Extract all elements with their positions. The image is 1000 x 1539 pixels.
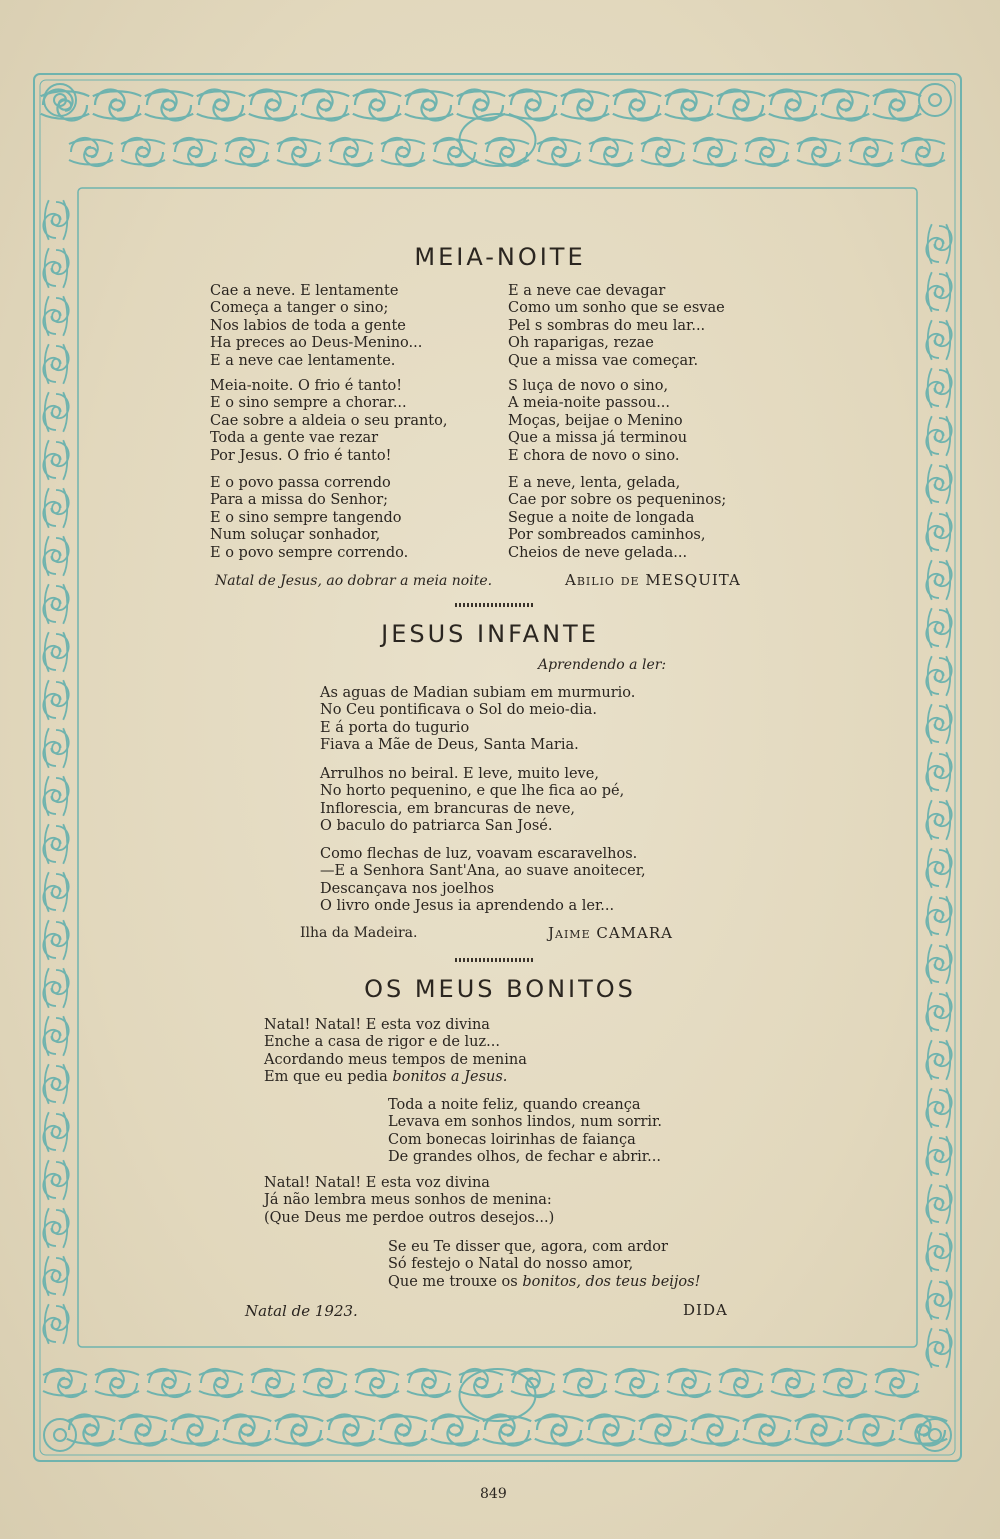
verse-line: Arrulhos no beiral. E leve, muito leve, — [320, 766, 599, 782]
poem-title-jesus-infante: JESUS INFANTE — [381, 620, 599, 648]
poem1-right-stanza-1 — [508, 283, 725, 370]
verse-italic: bonitos a Jesus. — [392, 1069, 508, 1086]
verse-line: —E a Senhora Sant'Ana, ao suave anoitecer, — [320, 863, 646, 880]
verse-line: Toda a noite feliz, quando creança — [388, 1097, 641, 1113]
verse-line: Começa a tanger o sino; — [210, 300, 389, 317]
verse-line: (Que Deus me perdoe outros desejos...) — [264, 1209, 555, 1226]
verse-text: Em que eu pedia — [264, 1069, 393, 1086]
verse-line: Toda a gente vae rezar — [210, 430, 379, 447]
verse-line: E o sino sempre tangendo — [210, 509, 402, 526]
poem1-left-stanza-2 — [210, 378, 447, 465]
verse-line: O baculo do patriarca San José. — [320, 818, 553, 835]
verse-line: Enche a casa de rigor e de luz... — [264, 1034, 500, 1051]
verse-line: Descançava nos joelhos — [320, 880, 495, 897]
verse-line: Que a missa já terminou — [508, 430, 688, 447]
verse-line: Moças, beijae o Menino — [508, 412, 683, 429]
poem1-left-stanza-1 — [210, 283, 422, 370]
poem-title-meia-noite: MEIA-NOITE — [414, 243, 586, 271]
verse-line: Num soluçar sonhador, — [210, 527, 381, 544]
verse-line: Com bonecas loirinhas de faiança — [388, 1131, 636, 1148]
verse-line: Se eu Te disser que, agora, com ardor — [388, 1239, 668, 1255]
poem3-author: DIDA — [683, 1301, 728, 1319]
verse-line: Natal! Natal! E esta voz divina — [264, 1017, 490, 1033]
verse-line: E a neve cae lentamente. — [210, 352, 396, 369]
verse-line — [388, 1274, 700, 1291]
verse-line: Cae sobre a aldeia o seu pranto, — [210, 412, 448, 429]
poem3-stanza-4 — [388, 1239, 700, 1291]
poem1-author: Abilio de MESQUITA — [565, 571, 741, 589]
verse-line: S luça de novo o sino, — [508, 378, 669, 394]
poem2-author: Jaime CAMARA — [548, 924, 673, 942]
verse-line: Nos labios de toda a gente — [210, 317, 406, 334]
verse-line: Meia-noite. O frio é tanto! — [210, 378, 403, 394]
verse-line: Só festejo o Natal do nosso amor, — [388, 1256, 634, 1273]
poem2-stanza-2 — [320, 766, 624, 836]
verse-line: De grandes olhos, de fechar e abrir... — [388, 1149, 661, 1166]
poem1-left-stanza-3 — [210, 475, 408, 562]
verse-line: No horto pequenino, e que lhe fica ao pé, — [320, 783, 625, 800]
separator — [455, 958, 533, 962]
verse-line: Acordando meus tempos de menina — [264, 1051, 527, 1068]
verse-line: E o povo sempre correndo. — [210, 544, 409, 561]
verse-line: E o povo passa correndo — [210, 475, 391, 491]
poem1-right-stanza-3 — [508, 475, 726, 562]
poem2-place: Ilha da Madeira. — [300, 925, 418, 941]
poem3-stanza-2 — [388, 1097, 662, 1167]
verse-line: Levava em sonhos lindos, num sorrir. — [388, 1114, 662, 1131]
verse-line: Como flechas de luz, voavam escaravelhos. — [320, 846, 638, 862]
poem3-stanza-3 — [264, 1175, 554, 1227]
verse-line: Cae a neve. E lentamente — [210, 283, 399, 299]
verse-line: Como um sonho que se esvae — [508, 300, 725, 317]
verse-line: Fiava a Mãe de Deus, Santa Maria. — [320, 737, 579, 754]
poem3-stanza-1 — [264, 1017, 527, 1087]
poem1-place: Natal de Jesus, ao dobrar a meia noite. — [215, 573, 493, 589]
poem2-stanza-1 — [320, 685, 635, 755]
verse-line: Que a missa vae começar. — [508, 352, 699, 369]
verse-line: E a neve cae devagar — [508, 283, 666, 299]
verse-line: Para a missa do Senhor; — [210, 492, 389, 509]
verse-line: Por sombreados caminhos, — [508, 527, 706, 544]
verse-line: E chora de novo o sino. — [508, 447, 680, 464]
verse-line: E o sino sempre a chorar... — [210, 395, 407, 412]
verse-line: Oh raparigas, rezae — [508, 335, 654, 352]
verse-line: Cheios de neve gelada... — [508, 544, 688, 561]
verse-line: E á porta do tugurio — [320, 719, 470, 736]
poem-title-os-meus-bonitos: OS MEUS BONITOS — [364, 975, 636, 1003]
verse-line: O livro onde Jesus ia aprendendo a ler... — [320, 898, 615, 915]
poem2-stanza-3 — [320, 846, 646, 916]
poem3-place: Natal de 1923. — [245, 1302, 358, 1320]
verse-line: Inflorescia, em brancuras de neve, — [320, 800, 576, 817]
separator — [455, 603, 533, 607]
verse-italic: bonitos, dos teus beijos! — [522, 1273, 701, 1290]
verse-line: Segue a noite de longada — [508, 509, 695, 526]
verse-line — [264, 1069, 527, 1086]
verse-line: Já não lembra meus sonhos de menina: — [264, 1192, 552, 1209]
page-number: 849 — [480, 1486, 507, 1502]
verse-line: Ha preces ao Deus-Menino... — [210, 335, 423, 352]
verse-line: No Ceu pontificava o Sol do meio-dia. — [320, 702, 597, 719]
verse-line: As aguas de Madian subiam em murmurio. — [320, 685, 636, 701]
verse-line: A meia-noite passou... — [508, 395, 671, 412]
verse-line: Por Jesus. O frio é tanto! — [210, 447, 392, 464]
verse-line: Cae por sobre os pequeninos; — [508, 492, 727, 509]
verse-text: Que me trouxe os — [388, 1273, 523, 1290]
verse-line: E a neve, lenta, gelada, — [508, 475, 681, 491]
poem1-right-stanza-2 — [508, 378, 687, 465]
verse-line: Pel s sombras do meu lar... — [508, 317, 706, 334]
poem2-epigraph: Aprendendo a ler: — [538, 657, 667, 673]
verse-line: Natal! Natal! E esta voz divina — [264, 1175, 490, 1191]
